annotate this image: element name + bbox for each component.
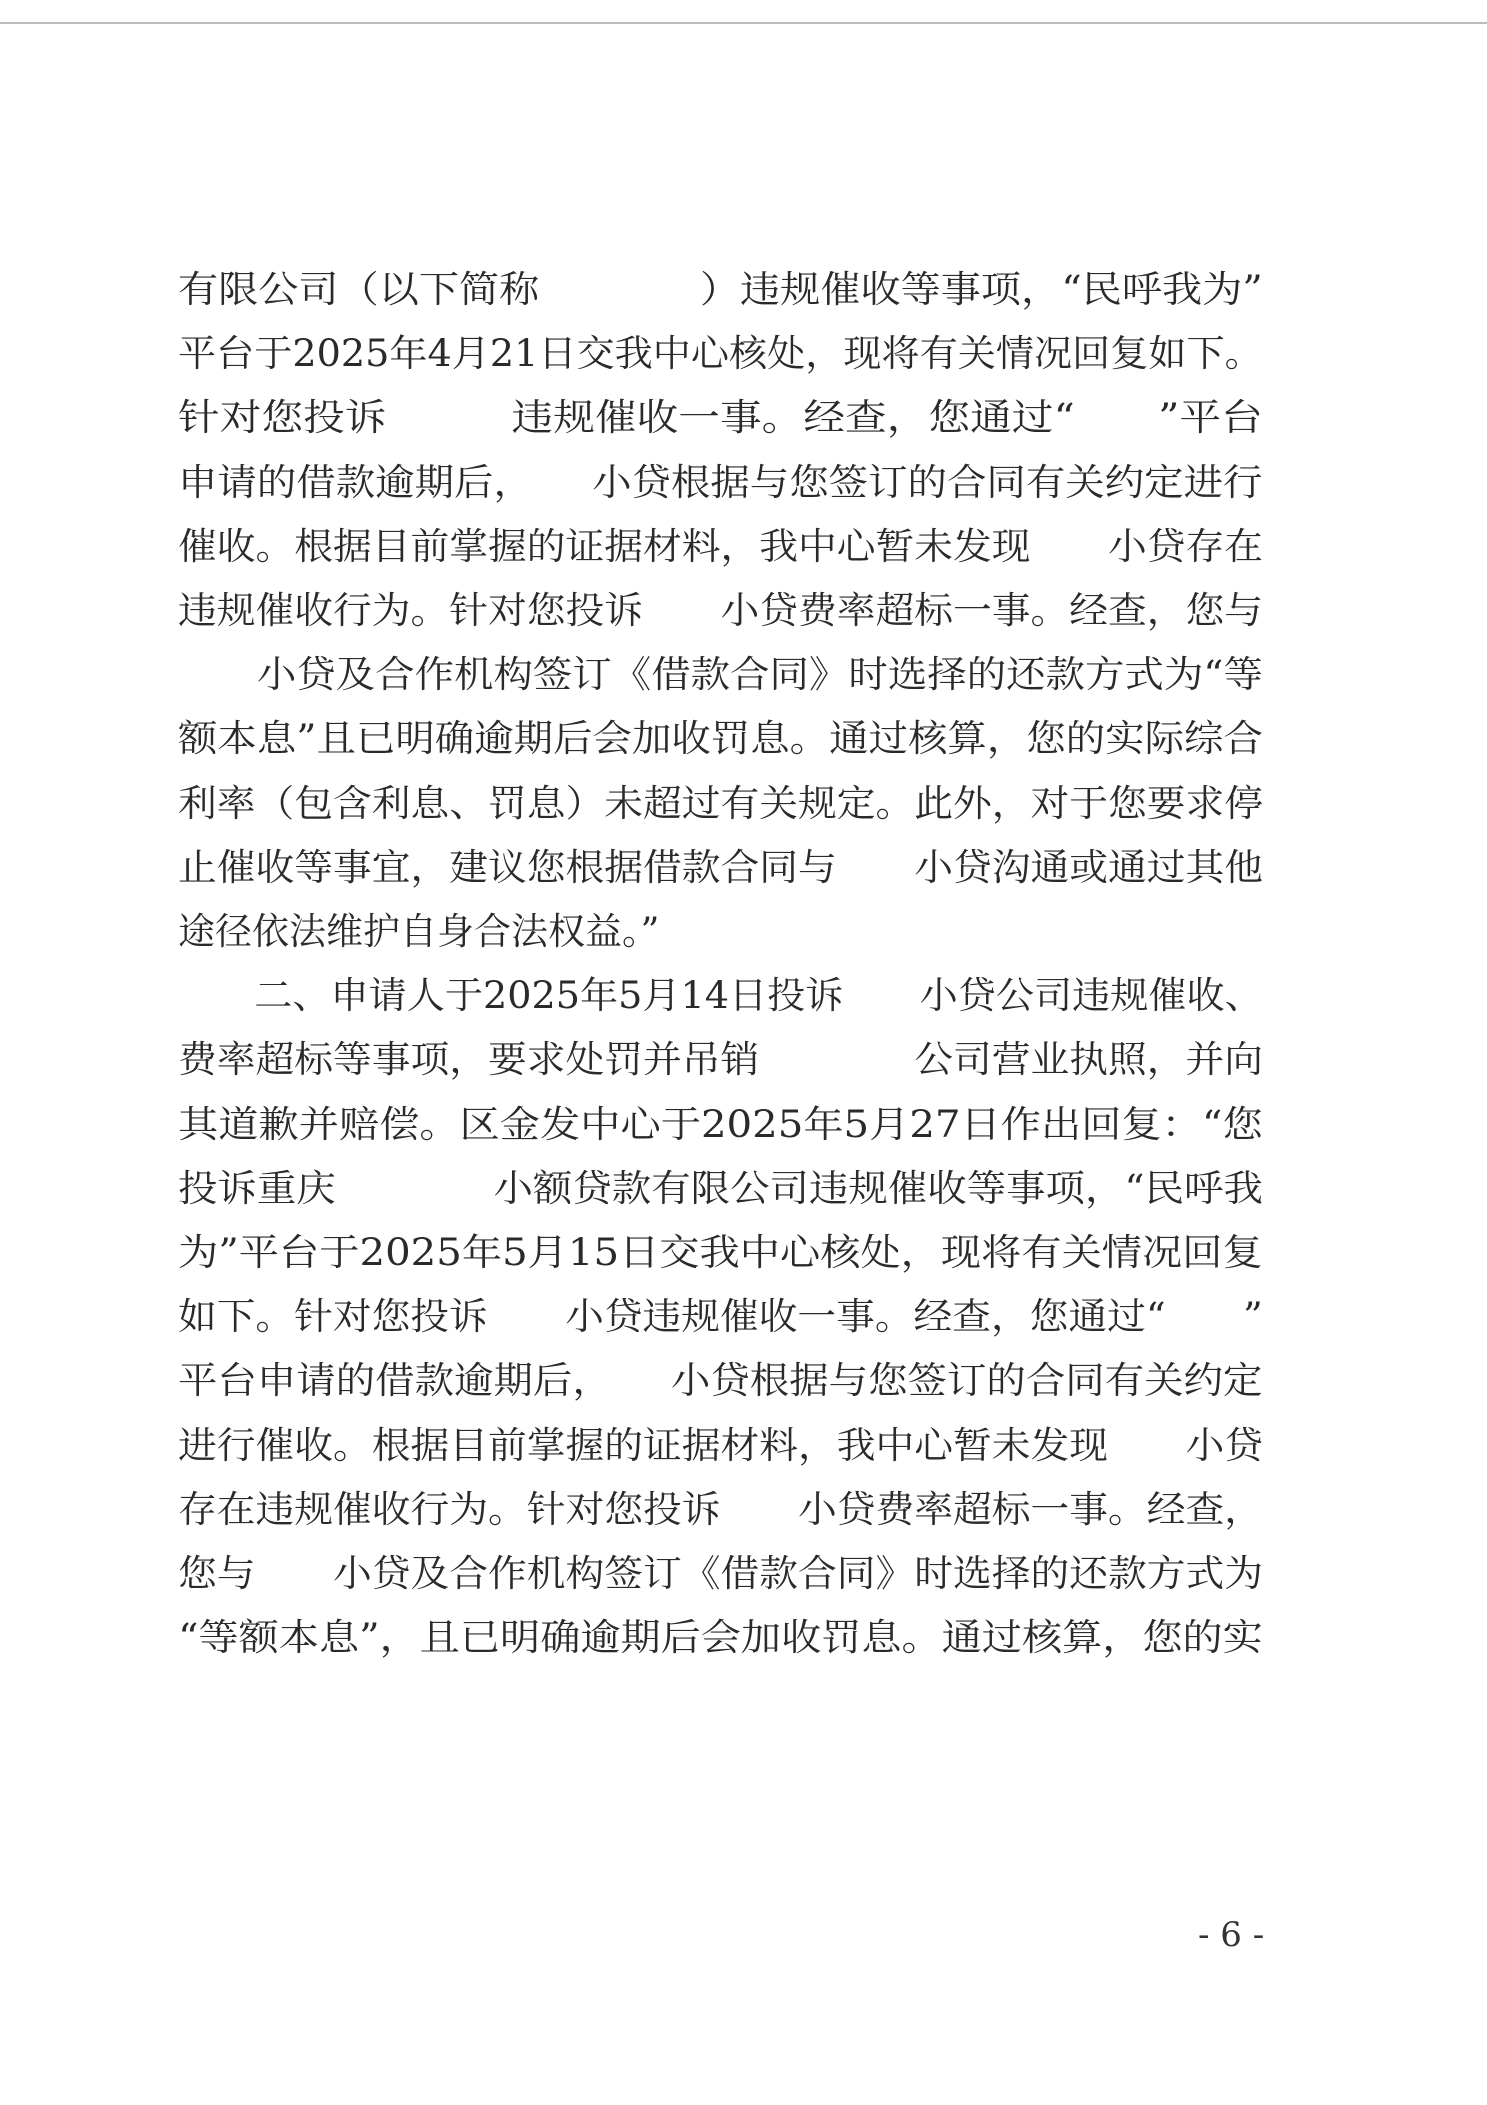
text-line: 投诉重庆 小额贷款有限公司违规催收等事项，“民呼我 — [178, 1167, 1263, 1210]
text-line: 有限公司（以下简称 ）违规催收等事项，“民呼我为” — [178, 268, 1263, 311]
text-line: 平台于2025年4月21日交我中心核处，现将有关情况回复如下。 — [178, 332, 1263, 375]
text-line: 止催收等事宜，建议您根据借款合同与 小贷沟通或通过其他 — [178, 846, 1264, 889]
text-line: 违规催收行为。针对您投诉 小贷费率超标一事。经查，您与 — [178, 589, 1264, 632]
text-line: 平台申请的借款逾期后， 小贷根据与您签订的合同有关约定 — [178, 1359, 1263, 1402]
text-line: 如下。针对您投诉 小贷违规催收一事。经查，您通过“ ” — [178, 1295, 1263, 1338]
text-line: 为”平台于2025年5月15日交我中心核处，现将有关情况回复 — [178, 1231, 1263, 1274]
text-line: 申请的借款逾期后， 小贷根据与您签订的合同有关约定进行 — [178, 461, 1263, 504]
text-line: 额本息”且已明确逾期后会加收罚息。通过核算，您的实际综合 — [178, 717, 1263, 760]
text-line: “等额本息”，且已明确逾期后会加收罚息。通过核算，您的实 — [178, 1616, 1263, 1659]
text-line: 存在违规催收行为。针对您投诉 小贷费率超标一事。经查， — [178, 1488, 1264, 1531]
text-line: 催收。根据目前掌握的证据材料，我中心暂未发现 小贷存在 — [178, 525, 1264, 568]
text-line: 其道歉并赔偿。区金发中心于2025年5月27日作出回复：“您 — [178, 1103, 1263, 1146]
text-line: 利率（包含利息、罚息）未超过有关规定。此外，对于您要求停 — [178, 782, 1264, 825]
text-line: 费率超标等事项，要求处罚并吊销 公司营业执照，并向 — [178, 1038, 1264, 1081]
text-line: 针对您投诉 违规催收一事。经查，您通过“ ”平台 — [178, 396, 1263, 439]
text-line: 您与 小贷及合作机构签订《借款合同》时选择的还款方式为 — [178, 1552, 1264, 1595]
text-line: 二、申请人于2025年5月14日投诉 小贷公司违规催收、 — [178, 974, 1263, 1017]
page-number: - 6 - — [1198, 1915, 1265, 1955]
text-line: 进行催收。根据目前掌握的证据材料，我中心暂未发现 小贷 — [178, 1424, 1264, 1467]
text-line: 小贷及合作机构签订《借款合同》时选择的还款方式为“等 — [178, 653, 1263, 696]
text-line: 途径依法维护自身合法权益。” — [178, 910, 660, 953]
